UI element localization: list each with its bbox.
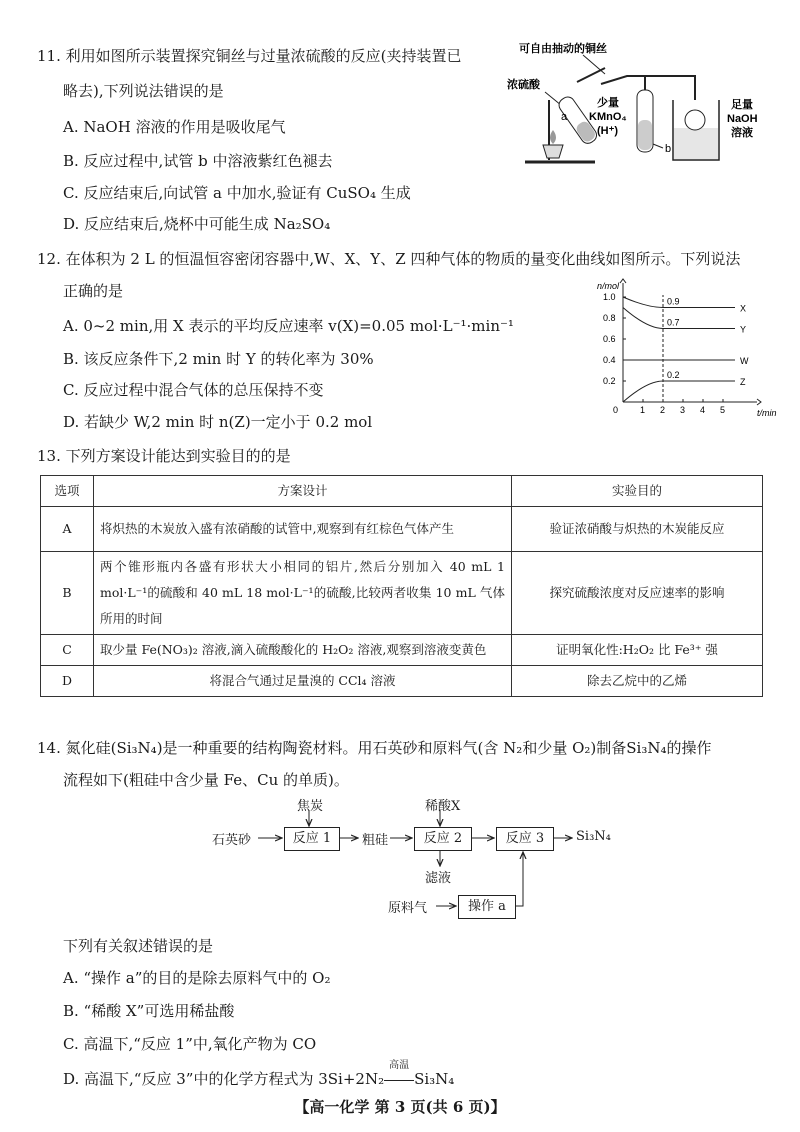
fig-label-b: b — [665, 143, 672, 155]
series-label-W: W — [740, 356, 749, 366]
series-label-X: X — [740, 303, 747, 314]
q12-option-b: B. 该反应条件下,2 min 时 Y 的转化率为 30% — [63, 350, 374, 368]
flow-label-product: Si₃N₄ — [576, 829, 611, 844]
row-design: 两个锥形瓶内各盛有形状大小相同的铝片,然后分别加入 40 mL 1 mol·L⁻¹的硫酸和 40 mL 18 mol·L⁻¹的硫酸,比较两者收集 10 mL 气体所用的时间 — [94, 552, 512, 635]
page-footer: 【高一化学 第 3 页(共 6 页)】 — [294, 1098, 506, 1116]
q11-stem-line1: 11. 利用如图所示装置探究铜丝与过量浓硫酸的反应(夹持装置已 — [37, 47, 462, 65]
y-tick-label: 0.2 — [603, 376, 616, 386]
q14-option-d-product: Si₃N₄ — [414, 1070, 455, 1088]
row-option: A — [41, 507, 94, 552]
table-row — [41, 666, 763, 697]
q11-option-c: C. 反应结束后,向试管 a 中加水,验证有 CuSO₄ 生成 — [63, 184, 411, 202]
q11-option-a: A. NaOH 溶液的作用是吸收尾气 — [63, 118, 286, 136]
q14-stem-line2: 流程如下(粗硅中含少量 Fe、Cu 的单质)。 — [63, 771, 349, 789]
equation-condition — [384, 1060, 414, 1088]
table-header-design: 方案设计 — [94, 476, 512, 507]
fig-label-a: a — [561, 111, 568, 123]
flow-label-filtrate: 滤液 — [425, 871, 452, 886]
q12-stem-line1: 12. 在体积为 2 L 的恒温恒容密闭容器中,W、X、Y、Z 四种气体的物质的量变化曲线如图所示。下列说法 — [37, 250, 741, 268]
q14-option-a: A. “操作 a”的目的是除去原料气中的 O₂ — [63, 969, 331, 987]
flow-box-reaction-2: 反应 2 — [414, 827, 472, 851]
fig-label-copper-wire: 可自由抽动的铜丝 — [519, 43, 607, 55]
equation-condition-label: 高温 — [389, 1060, 410, 1071]
q14-option-d-text: D. 高温下,“反应 3”中的化学方程式为 3Si+2N₂ — [63, 1070, 385, 1088]
x-tick-label: 4 — [700, 405, 706, 415]
table-header-option: 选项 — [41, 476, 94, 507]
row-purpose: 证明氧化性:H₂O₂ 比 Fe³⁺ 强 — [512, 635, 763, 666]
q11-apparatus-figure — [505, 40, 765, 170]
q12-stem-line2: 正确的是 — [63, 282, 124, 300]
q11-option-d: D. 反应结束后,烧杯中可能生成 Na₂SO₄ — [63, 215, 331, 233]
table-header-row — [41, 476, 763, 507]
table-row — [41, 635, 763, 666]
data-label: 0.9 — [667, 296, 680, 307]
flow-label-crude-silicon: 粗硅 — [362, 833, 389, 848]
q11-option-b: B. 反应过程中,试管 b 中溶液紫红色褪去 — [63, 152, 333, 170]
q14-stem-line1: 14. 氮化硅(Si₃N₄)是一种重要的结构陶瓷材料。用石英砂和原料气(含 N₂和少量 O₂)制备Si₃N₄的操作 — [37, 739, 712, 757]
q11-stem-line2: 略去),下列说法错误的是 — [63, 82, 224, 100]
q13-table — [40, 475, 763, 697]
row-design: 将混合气通过足量溴的 CCl₄ 溶液 — [94, 666, 512, 697]
q12-option-a: A. 0~2 min,用 X 表示的平均反应速率 v(X)=0.05 mol·L⁻¹·min⁻¹ — [63, 317, 514, 335]
x-tick-label: 3 — [680, 405, 686, 415]
q14-option-c: C. 高温下,“反应 1”中,氧化产物为 CO — [63, 1035, 317, 1053]
x-axis-arrow — [757, 399, 761, 405]
flow-label-dilute-acid: 稀酸X — [425, 799, 461, 814]
x-tick-label: 1 — [640, 405, 646, 415]
row-design: 将炽热的木炭放入盛有浓硝酸的试管中,观察到有红棕色气体产生 — [94, 507, 512, 552]
table-row — [41, 507, 763, 552]
fig-label-acid: 浓硫酸 — [507, 79, 540, 91]
y-tick-label: 0.4 — [603, 355, 616, 365]
fig-label-kmno4-2: KMnO₄ — [589, 111, 627, 123]
q12-option-d: D. 若缺少 W,2 min 时 n(Z)一定小于 0.2 mol — [63, 413, 373, 431]
table-header-purpose: 实验目的 — [512, 476, 763, 507]
q12-chart — [585, 270, 777, 420]
fig-label-naoh-1: 足量 — [731, 99, 753, 111]
flow-label-quartz-sand: 石英砂 — [212, 833, 252, 848]
series-label-Y: Y — [740, 324, 747, 335]
y-tick-label: 0.6 — [603, 334, 616, 344]
row-purpose: 验证浓硝酸与炽热的木炭能反应 — [512, 507, 763, 552]
x-tick-label: 5 — [720, 405, 726, 415]
flow-box-reaction-1: 反应 1 — [284, 827, 340, 851]
flow-label-feed-gas: 原料气 — [388, 901, 428, 916]
fig-label-naoh-2: NaOH — [727, 113, 758, 125]
fig-label-kmno4-1: 少量 — [597, 97, 619, 109]
q14-option-d — [63, 1060, 455, 1089]
series-label-Z: Z — [740, 377, 746, 387]
x-axis-label: t/min — [757, 408, 777, 418]
x-tick-label: 2 — [660, 405, 666, 415]
row-option: D — [41, 666, 94, 697]
q14-lead: 下列有关叙述错误的是 — [63, 937, 214, 955]
data-label: 0.7 — [667, 317, 680, 328]
row-design: 取少量 Fe(NO₃)₂ 溶液,滴入硫酸酸化的 H₂O₂ 溶液,观察到溶液变黄色 — [94, 635, 512, 666]
row-purpose: 探究硫酸浓度对反应速率的影响 — [512, 552, 763, 635]
row-purpose: 除去乙烷中的乙烯 — [512, 666, 763, 697]
origin-label: 0 — [613, 405, 619, 415]
flow-box-reaction-3: 反应 3 — [496, 827, 554, 851]
fig-label-kmno4-3: (H⁺) — [597, 125, 619, 137]
y-axis-label: n/mol — [597, 281, 620, 291]
y-tick-label: 0.8 — [603, 313, 616, 323]
flow-box-operation-a: 操作 a — [458, 895, 516, 919]
row-option: C — [41, 635, 94, 666]
data-label: 0.2 — [667, 370, 680, 380]
q13-stem: 13. 下列方案设计能达到实验目的的是 — [37, 447, 291, 465]
q14-option-b: B. “稀酸 X”可选用稀盐酸 — [63, 1002, 235, 1020]
series-line-Z — [623, 381, 735, 402]
y-axis-arrow — [620, 279, 626, 283]
y-tick-label: 1.0 — [603, 292, 616, 302]
flow-label-coke: 焦炭 — [297, 799, 324, 814]
fig-label-naoh-3: 溶液 — [731, 127, 753, 139]
q12-option-c: C. 反应过程中混合气体的总压保持不变 — [63, 381, 324, 399]
table-row — [41, 552, 763, 635]
row-option: B — [41, 552, 94, 635]
